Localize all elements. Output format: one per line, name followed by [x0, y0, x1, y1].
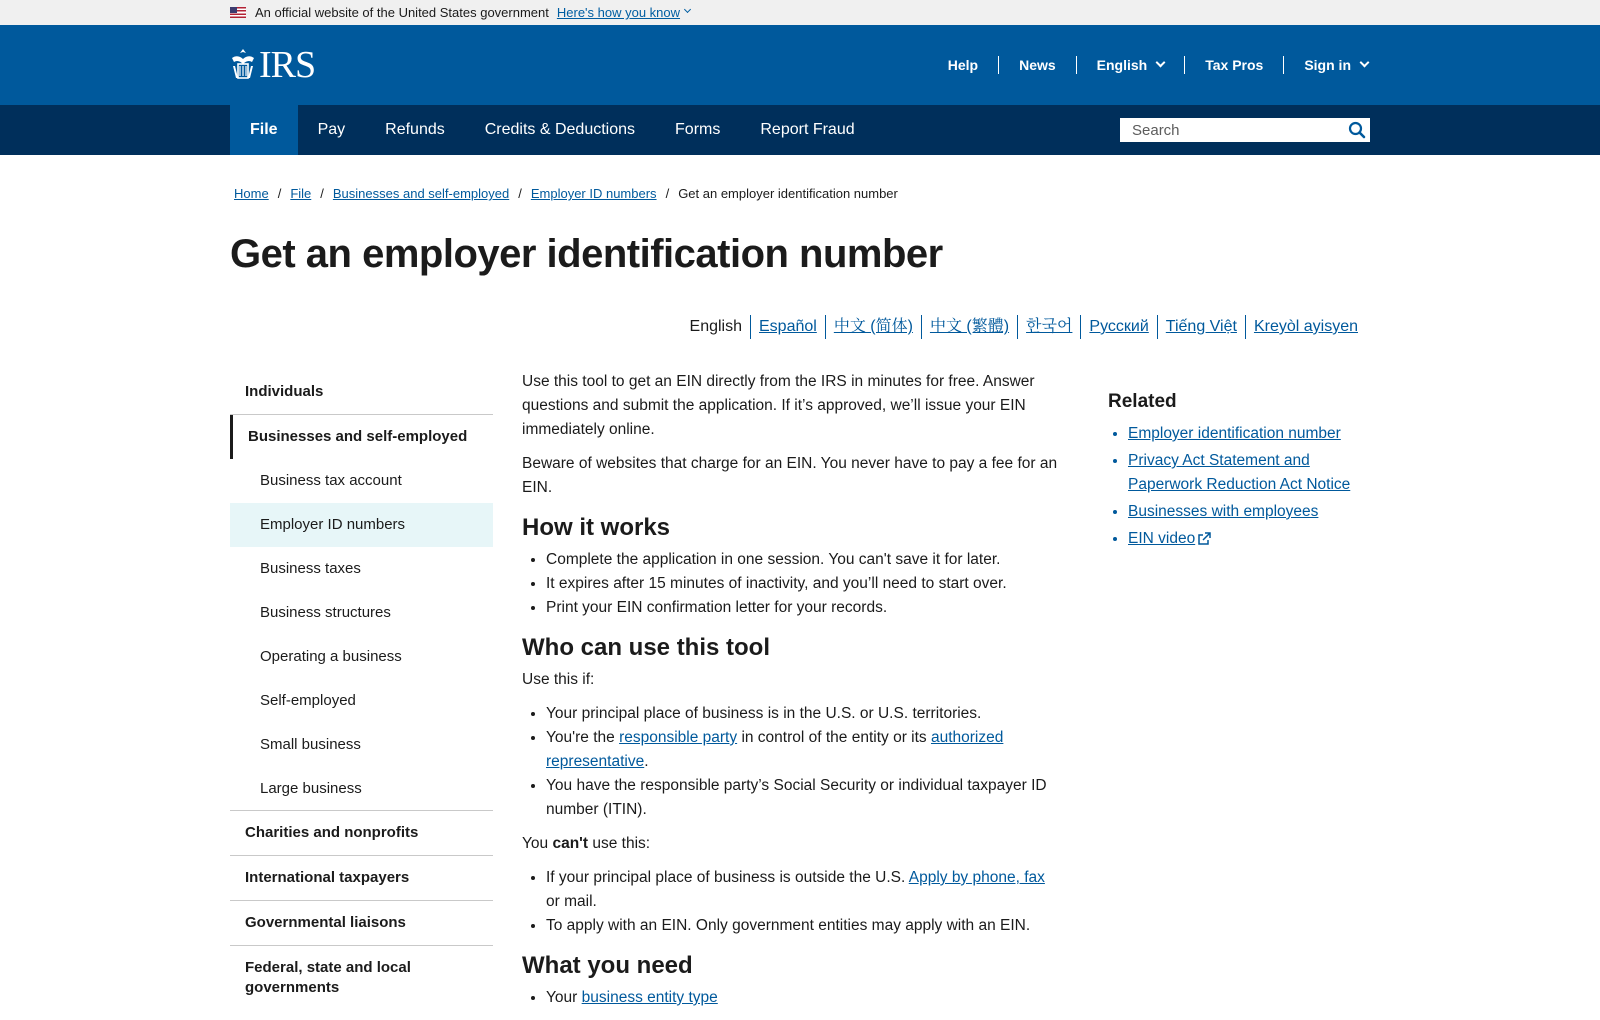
language-dropdown[interactable]: [1076, 56, 1185, 74]
list-item: [1128, 527, 1368, 551]
related-ein-video-link[interactable]: EIN video: [1128, 530, 1196, 547]
sidenav-individuals[interactable]: Individuals: [230, 370, 493, 415]
sidenav-self-employed[interactable]: Self-employed: [260, 692, 356, 709]
responsible-party-link[interactable]: responsible party: [619, 729, 738, 746]
list-item: • Print your EIN confirmation letter for your records.: [546, 596, 1062, 620]
list-item: • Your business entity type: [546, 986, 1062, 1010]
list-item: • Complete the application in one session. You can't save it for later.: [546, 548, 1062, 572]
breadcrumb-businesses[interactable]: Businesses and self-employed: [332, 186, 510, 201]
how-it-works-heading: How it works: [522, 514, 671, 541]
external-link-icon: [1197, 532, 1211, 546]
sidenav-charities[interactable]: Charities and nonprofits: [230, 811, 493, 856]
nav-refunds[interactable]: Refunds: [385, 121, 445, 138]
list-item: [1128, 449, 1368, 497]
lang-spanish[interactable]: Español: [750, 315, 825, 339]
us-flag-icon: [230, 7, 246, 18]
eagle-icon: [230, 48, 256, 82]
sign-in-dropdown[interactable]: [1283, 56, 1370, 74]
list-item: • It expires after 15 minutes of inactivity, and you’ll need to start over.: [546, 572, 1062, 596]
nav-credits-deductions[interactable]: Credits & Deductions: [484, 121, 636, 138]
news-link[interactable]: News: [998, 56, 1076, 74]
lang-russian[interactable]: Русский: [1080, 315, 1156, 339]
chevron-down-icon: [1360, 57, 1370, 67]
sidenav-federal-state-local[interactable]: Federal, state and local governments: [245, 959, 411, 996]
gov-banner-text: An official website of the United States government: [255, 5, 549, 20]
related-privacy-act-link[interactable]: Privacy Act Statement and Paperwork Reduction Act Notice: [1128, 452, 1351, 493]
related-sidebar: [1108, 390, 1368, 554]
breadcrumb-current: Get an employer identification number: [678, 186, 898, 201]
sidenav-business-tax-account[interactable]: Business tax account: [260, 472, 402, 489]
sidenav-employer-id-numbers[interactable]: Employer ID numbers: [230, 503, 493, 547]
lang-chinese-traditional[interactable]: 中文 (繁體): [921, 315, 1017, 339]
use-if-list: [522, 702, 1062, 822]
breadcrumb-employer-id[interactable]: Employer ID numbers: [530, 186, 657, 201]
nav-forms[interactable]: Forms: [675, 121, 721, 138]
related-list: [1108, 422, 1368, 551]
sidenav-operating-business[interactable]: Operating a business: [260, 648, 402, 665]
nav-report-fraud[interactable]: Report Fraud: [760, 121, 855, 138]
nav-pay[interactable]: Pay: [317, 121, 346, 138]
list-item: • You have the responsible party’s Social Security or individual taxpayer ID number (ITIN).: [546, 774, 1062, 822]
list-item: • Your principal place of business is in the U.S. or U.S. territories.: [546, 702, 1062, 726]
language-switcher: [682, 315, 1366, 339]
related-heading: Related: [1108, 391, 1177, 412]
sidenav-governmental-liaisons[interactable]: Governmental liaisons: [230, 901, 493, 946]
breadcrumb: Home / File / Businesses and self-employed / Employer ID numbers / Get an employer identification number: [234, 186, 898, 201]
lang-chinese-simplified[interactable]: 中文 (简体): [825, 315, 921, 339]
sidenav-businesses[interactable]: Businesses and self-employed: [230, 415, 493, 459]
apply-by-phone-fax-link[interactable]: Apply by phone, fax: [908, 869, 1045, 886]
sign-in-label: Sign in: [1304, 57, 1351, 73]
lang-korean[interactable]: 한국어: [1017, 315, 1080, 339]
use-if-text: Use this if:: [522, 671, 595, 688]
gov-banner: [0, 0, 1600, 25]
side-nav: [230, 370, 493, 1010]
heres-how-you-know-link[interactable]: Here's how you know: [556, 5, 681, 20]
breadcrumb-file[interactable]: File: [290, 186, 312, 201]
tax-pros-link[interactable]: Tax Pros: [1184, 56, 1283, 74]
what-you-need-heading: What you need: [522, 952, 693, 979]
related-businesses-employees-link[interactable]: Businesses with employees: [1128, 503, 1319, 520]
lang-haitian-creole[interactable]: Kreyòl ayisyen: [1245, 315, 1366, 339]
irs-logo[interactable]: [230, 43, 315, 87]
main-content: [522, 370, 1062, 1020]
nav-file[interactable]: File: [230, 105, 298, 155]
sidenav-small-business[interactable]: Small business: [260, 736, 361, 753]
site-header: [0, 25, 1600, 105]
beware-paragraph: Beware of websites that charge for an EIN. You never have to pay a fee for an EIN.: [522, 455, 1058, 496]
utility-nav: [928, 56, 1370, 74]
sidenav-business-structures[interactable]: Business structures: [260, 604, 391, 621]
chevron-down-icon: [1156, 57, 1166, 67]
what-you-need-list: [522, 986, 1062, 1010]
chevron-down-icon[interactable]: [684, 6, 691, 13]
cant-use-text: You can't use this:: [522, 835, 651, 852]
sidenav-large-business[interactable]: Large business: [230, 767, 493, 811]
authorized-representative-link[interactable]: authorized representative: [546, 729, 1004, 770]
list-item: • You're the responsible party in control of the entity or its authorized representative.: [546, 726, 1062, 774]
language-label: English: [1096, 57, 1148, 73]
cant-use-list: [522, 866, 1062, 938]
related-ein-link[interactable]: Employer identification number: [1128, 425, 1341, 442]
breadcrumb-home[interactable]: Home: [234, 186, 269, 201]
search-icon[interactable]: [1348, 121, 1366, 139]
who-can-use-heading: Who can use this tool: [522, 634, 771, 661]
page-title: Get an employer identification number: [230, 232, 943, 276]
list-item: • If your principal place of business is outside the U.S. Apply by phone, fax or mail.: [546, 866, 1062, 914]
list-item: [1128, 500, 1368, 524]
sidenav-business-taxes[interactable]: Business taxes: [260, 560, 361, 577]
search-box: [1120, 105, 1370, 155]
how-it-works-list: [522, 548, 1062, 620]
help-link[interactable]: Help: [947, 57, 979, 73]
sidenav-international[interactable]: International taxpayers: [230, 856, 493, 901]
search-input[interactable]: [1132, 122, 1332, 139]
list-item: [1128, 422, 1368, 446]
main-nav: [0, 105, 1600, 155]
irs-logo-text: IRS: [259, 44, 316, 86]
lang-english: English: [689, 318, 742, 335]
intro-paragraph: Use this tool to get an EIN directly from the IRS in minutes for free. Answer questions and submit the application. If it’s approved, we’ll issue your EIN immediately online.: [522, 373, 1035, 438]
list-item: • To apply with an EIN. Only government entities may apply with an EIN.: [546, 914, 1062, 938]
lang-vietnamese[interactable]: Tiếng Việt: [1157, 315, 1245, 339]
business-entity-type-link[interactable]: business entity type: [581, 989, 718, 1006]
